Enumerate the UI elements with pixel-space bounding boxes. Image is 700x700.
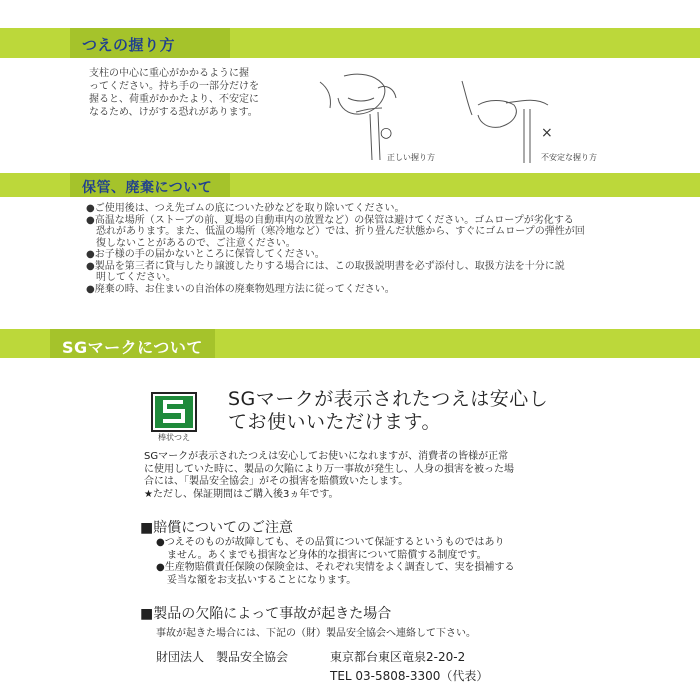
sg-headline: SGマークが表示されたつえは安心し てお使いいただけます。: [228, 388, 549, 433]
list-item: 妥当な額をお支払いすることになります。: [167, 574, 357, 586]
organization-phone: TEL 03-5808-3300（代表）: [330, 669, 489, 683]
organization-address: 東京都台東区竜泉2-20-2: [330, 650, 466, 664]
list-item: 恐れがあります。また、低温の場所（寒冷地など）では、折り畳んだ状態から、すぐにゴムロープの弾性が回: [96, 226, 585, 237]
list-item: 復しないことがあるので、ご注意ください。: [96, 237, 296, 249]
section-band-sg: [0, 329, 700, 358]
list-item: ません。あくまでも損害など身体的な損害について賠償する制度です。: [167, 549, 487, 561]
organization-name: 財団法人 製品安全協会: [156, 650, 289, 664]
section-title-storage: 保管、廃棄について: [82, 180, 213, 196]
storage-list: [86, 203, 646, 295]
mark-good: ○: [380, 125, 393, 141]
caption-correct-grip: 正しい握り方: [387, 153, 435, 162]
list-item: ●つえそのものが故障しても、その品質について保証するというものではあり: [156, 537, 505, 548]
grip-instructions: 支柱の中心に重心がかかるように握 ってください。持ち手の一部分だけを 握ると、荷重がかかたより、不安定に なるため、けがする恐れがあります。: [89, 68, 259, 118]
section-title-sg: SGマークについて: [62, 338, 203, 357]
list-item: ●ご使用後は、つえ先ゴムの底についた砂などを取り除いてください。: [86, 203, 405, 214]
compensation-list: [156, 537, 556, 587]
mark-bad: ×: [541, 125, 553, 141]
defect-instructions: 事故が起きた場合には、下記の（財）製品安全協会へ連絡して下さい。: [156, 628, 476, 639]
sg-logo-caption: 棒状つえ: [158, 433, 190, 442]
list-item: ●生産物賠償責任保険の保険金は、それぞれ実情をよく調査して、実を損補する: [156, 562, 515, 573]
section-title-grip: つえの握り方: [82, 36, 176, 54]
list-item: ●高温な場所（ストーブの前、夏場の自動車内の放置など）の保管は避けてください。ゴムロープが劣化する: [86, 214, 574, 226]
section-band-grip: [0, 28, 700, 58]
list-item: ●製品を第三者に貸与したり譲渡したりする場合には、この取扱説明書を必ず添付し、取扱方法を十分に説: [86, 260, 565, 272]
compensation-heading: ■賠償についてのご注意: [140, 520, 293, 536]
list-item: ●お子様の手の届かないところに保管してください。: [86, 249, 325, 260]
caption-unstable-grip: 不安定な握り方: [541, 153, 597, 162]
list-item: 明してください。: [96, 272, 176, 283]
list-item: ●廃棄の時、お住まいの自治体の廃棄物処理方法に従ってください。: [86, 283, 395, 295]
correct-grip-illustration: [318, 68, 418, 163]
defect-heading: ■製品の欠陥によって事故が起きた場合: [140, 606, 392, 622]
sg-mark-logo: [151, 392, 197, 432]
section-band-storage: [0, 173, 700, 197]
sg-description: SGマークが表示されたつえは安心してお使いになれますが、消費者の皆様が正常 に使用していた時に、製品の欠陥により万一事故が発生し、人身の損害を被った場 合には、「製品安全協会」がその損害を賠償致いたします。 ★ただし、保証期間はご購入後3ヵ年です。: [144, 451, 514, 500]
